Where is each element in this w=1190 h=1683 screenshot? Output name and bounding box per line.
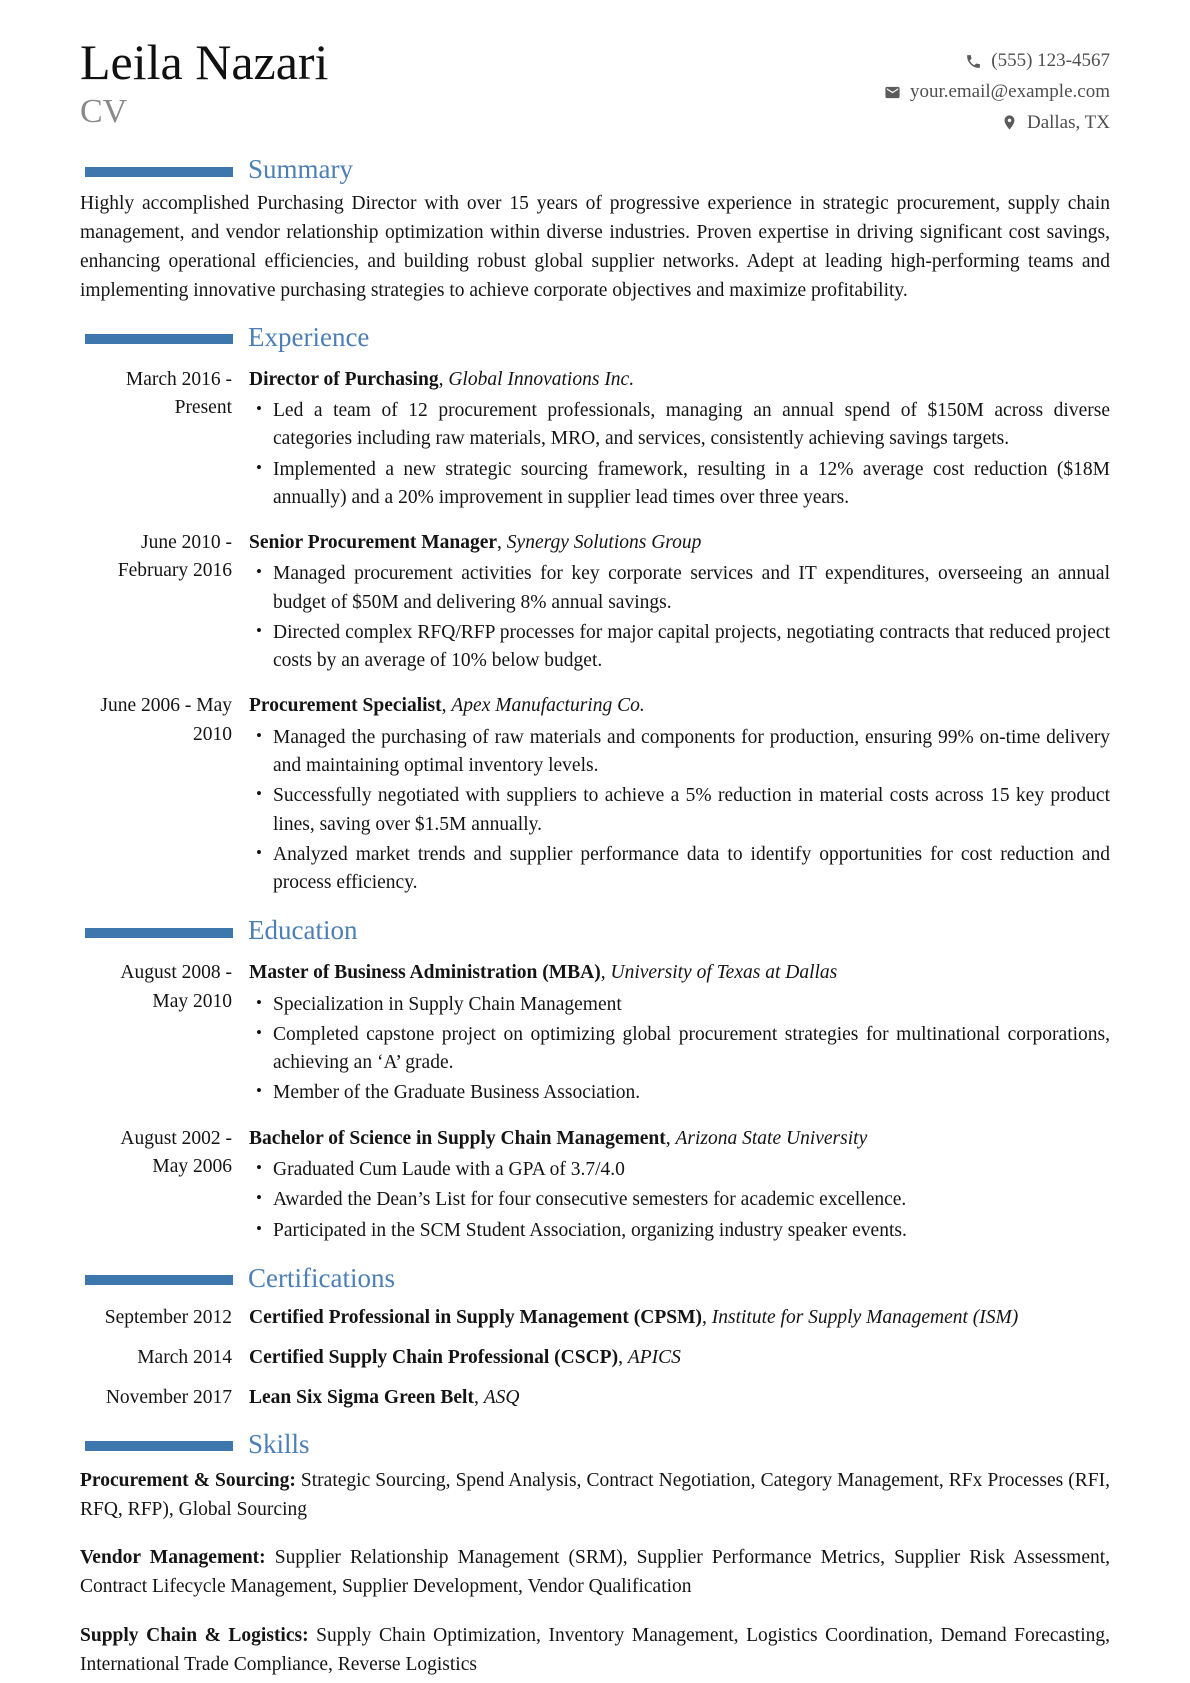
- skills-section-heading: [80, 1429, 1110, 1460]
- issuer-name: ASQ: [483, 1387, 520, 1409]
- entry-title-line: [249, 1304, 1110, 1332]
- entry-title-line: [249, 692, 1110, 720]
- experience-entry: [80, 529, 1110, 677]
- skills-title: Skills: [248, 1428, 310, 1459]
- skills-group-label: Procurement & Sourcing:: [80, 1469, 296, 1491]
- header: [80, 36, 1110, 138]
- certification-name: Lean Six Sigma Green Belt: [249, 1387, 474, 1409]
- separator: ,: [618, 1347, 628, 1369]
- separator: ,: [473, 1387, 484, 1409]
- bullet-item: • Successfully negotiated with suppliers to achieve a 5% reduction in material costs across 15 key product lines, saving over $1.5M annually.: [273, 782, 1110, 839]
- entry-title-line: [249, 1344, 1110, 1372]
- contact-location: [884, 108, 1110, 139]
- separator: ,: [441, 695, 452, 717]
- skills-group: [80, 1543, 1110, 1602]
- entry-body: [249, 1344, 1110, 1372]
- experience-section-heading: [80, 322, 1110, 353]
- skills-group: [80, 1621, 1110, 1680]
- issuer-name: APICS: [627, 1347, 681, 1369]
- education-entry: [80, 1125, 1110, 1247]
- separator: ,: [497, 532, 507, 554]
- email-icon: [884, 84, 901, 101]
- bullet-list: [249, 397, 1110, 512]
- education-title: Education: [248, 915, 358, 946]
- section-accent-bar: [85, 167, 233, 177]
- job-title: Procurement Specialist: [249, 695, 442, 717]
- email-address: your.email@example.com: [909, 80, 1110, 102]
- section-accent-bar: [85, 1275, 233, 1285]
- summary-text: Highly accomplished Purchasing Director with over 15 years of progressive experience in strategic procurement, supply chain management, and vendor relationship optimization within diverse industries. Proven expertise in driving significant cost savings, enhancing operational efficiencies, and building robust global supplier networks. Adept at leading high-performing teams and implementing innovative purchasing strategies to achieve corporate objectives and maximize profitability.: [80, 193, 1110, 301]
- summary-section-heading: [80, 154, 1110, 185]
- entry-body: [249, 959, 1110, 1109]
- bullet-list: [249, 724, 1110, 898]
- certification-entry: [80, 1384, 1110, 1412]
- entry-dates: March 2016 - Present: [125, 368, 232, 419]
- bullet-list: [249, 991, 1110, 1108]
- bullet-list: [249, 560, 1110, 675]
- certifications-section-heading: [80, 1263, 1110, 1294]
- job-title: Senior Procurement Manager: [249, 532, 498, 554]
- bullet-item: • Awarded the Dean’s List for four consecutive semesters for academic excellence.: [273, 1186, 1110, 1214]
- location-text: Dallas, TX: [1026, 111, 1110, 133]
- skills-group-label: Supply Chain & Logistics:: [80, 1624, 309, 1646]
- identity-block: [80, 36, 328, 130]
- entry-dates: August 2002 - May 2006: [120, 1127, 232, 1177]
- entry-title-line: [249, 529, 1110, 557]
- entry-dates: November 2017: [105, 1387, 232, 1409]
- entry-body: [249, 692, 1110, 899]
- person-name: Leila Nazari: [80, 34, 329, 90]
- phone-number: (555) 123-4567: [991, 50, 1110, 71]
- education-section-heading: [80, 915, 1110, 946]
- separator: ,: [665, 1127, 676, 1149]
- bullet-item: • Analyzed market trends and supplier performance data to identify opportunities for cost reduction and process efficiency.: [273, 841, 1110, 898]
- entry-dates: August 2008 - May 2010: [120, 962, 232, 1012]
- certification-entry: [80, 1344, 1110, 1372]
- skills-group-items: Supply Chain Optimization, Inventory Management, Logistics Coordination, Demand Forecasting, International Trade Compliance, Reverse Logistics: [80, 1624, 1110, 1675]
- section-accent-bar: [85, 1441, 233, 1451]
- separator: ,: [438, 368, 449, 390]
- entry-dates: June 2006 - May 2010: [100, 695, 232, 745]
- entry-title-line: [249, 959, 1110, 987]
- phone-icon: [965, 53, 982, 70]
- separator: ,: [600, 962, 611, 984]
- skills-group: [80, 1466, 1110, 1525]
- skills-group-label: Vendor Management:: [80, 1547, 266, 1569]
- entry-dates: September 2012: [104, 1306, 232, 1328]
- cv-subtitle: CV: [80, 92, 128, 130]
- bullet-item: • Led a team of 12 procurement professionals, managing an annual spend of $150M across diverse categories including raw materials, MRO, and services, consistently achieving savings targets.: [273, 397, 1110, 454]
- entry-body: [249, 529, 1110, 677]
- entry-dates: June 2010 - February 2016: [117, 532, 232, 582]
- school-name: University of Texas at Dallas: [610, 962, 838, 984]
- bullet-item: • Directed complex RFQ/RFP processes for major capital projects, negotiating contracts that reduced project costs by an average of 10% below budget.: [273, 619, 1110, 676]
- bullet-item: • Specialization in Supply Chain Management: [273, 991, 1110, 1019]
- experience-entry: [80, 366, 1110, 514]
- bullet-item: • Member of the Graduate Business Association.: [273, 1079, 1110, 1107]
- entry-body: [249, 366, 1110, 514]
- entry-dates: March 2014: [137, 1347, 232, 1369]
- company-name: Apex Manufacturing Co.: [451, 695, 645, 717]
- entry-title-line: [249, 366, 1110, 394]
- summary-title: Summary: [248, 154, 353, 185]
- company-name: Global Innovations Inc.: [448, 368, 635, 390]
- degree-title: Master of Business Administration (MBA): [249, 962, 601, 984]
- job-title: Director of Purchasing: [249, 368, 439, 390]
- experience-title: Experience: [248, 321, 370, 352]
- school-name: Arizona State University: [675, 1127, 868, 1149]
- location-icon: [1001, 114, 1018, 131]
- entry-title-line: [249, 1384, 1110, 1412]
- certification-entry: [80, 1304, 1110, 1332]
- entry-body: [249, 1304, 1110, 1332]
- certification-name: Certified Professional in Supply Management (CPSM): [249, 1306, 702, 1328]
- section-accent-bar: [85, 334, 233, 344]
- experience-entry: [80, 692, 1110, 899]
- section-accent-bar: [85, 928, 233, 938]
- bullet-list: [249, 1156, 1110, 1245]
- skills-group-items: Strategic Sourcing, Spend Analysis, Contract Negotiation, Category Management, RFx Processes (RFI, RFQ, RFP), Global Sourcing: [80, 1469, 1111, 1520]
- bullet-item: • Implemented a new strategic sourcing framework, resulting in a 12% average cost reduction ($18M annually) and a 20% improvement in supplier lead times over three years.: [273, 456, 1110, 513]
- bullet-item: • Completed capstone project on optimizing global procurement strategies for multinational corporations, achieving an ‘A’ grade.: [273, 1021, 1110, 1078]
- contact-info: [884, 46, 1110, 138]
- bullet-item: • Managed procurement activities for key corporate services and IT expenditures, overseeing an annual budget of $50M and delivering 8% annual savings.: [273, 560, 1110, 617]
- degree-title: Bachelor of Science in Supply Chain Management: [249, 1127, 666, 1149]
- entry-title-line: [249, 1125, 1110, 1153]
- entry-body: [249, 1125, 1110, 1247]
- contact-phone: [884, 46, 1110, 77]
- issuer-name: Institute for Supply Management (ISM): [711, 1306, 1019, 1328]
- certification-name: Certified Supply Chain Professional (CSCP): [249, 1347, 619, 1369]
- bullet-item: • Managed the purchasing of raw materials and components for production, ensuring 99% on-time delivery and maintaining optimal inventory levels.: [273, 724, 1110, 781]
- bullet-item: • Participated in the SCM Student Association, organizing industry speaker events.: [273, 1217, 1110, 1245]
- entry-body: [249, 1384, 1110, 1412]
- certifications-title: Certifications: [248, 1262, 395, 1293]
- company-name: Synergy Solutions Group: [506, 532, 702, 554]
- contact-email: [884, 77, 1110, 108]
- education-entry: [80, 959, 1110, 1109]
- skills-group-items: Supplier Relationship Management (SRM), Supplier Performance Metrics, Supplier Risk Assessment, Contract Lifecycle Management, Supplier Development, Vendor Qualification: [80, 1547, 1111, 1598]
- bullet-item: • Graduated Cum Laude with a GPA of 3.7/4.0: [273, 1156, 1110, 1184]
- separator: ,: [702, 1306, 712, 1328]
